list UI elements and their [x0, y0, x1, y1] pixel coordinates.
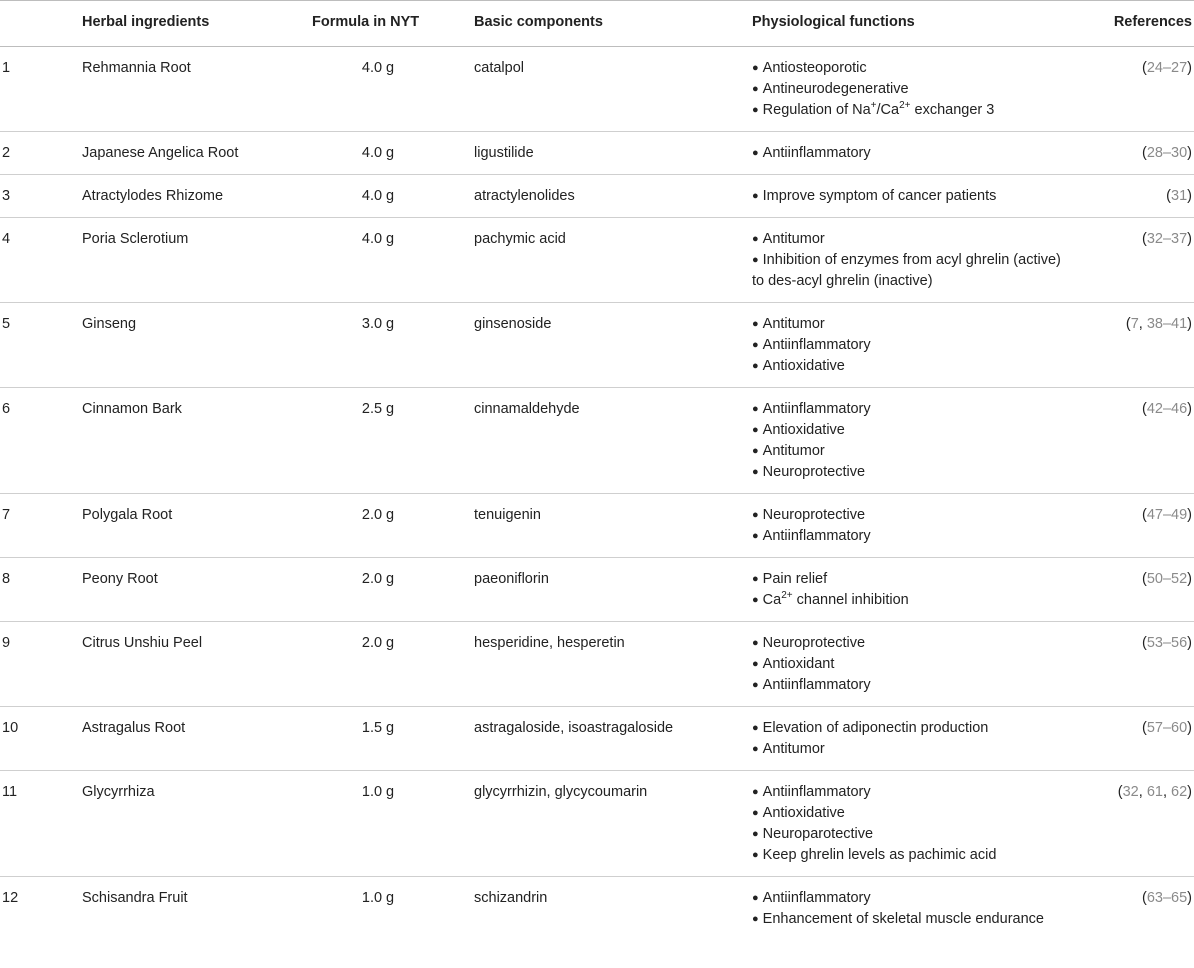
function-item [752, 718, 1074, 739]
reference-link[interactable]: 63–65 [1146, 890, 1188, 906]
open-paren: ( [1141, 635, 1147, 651]
table-row [0, 707, 1194, 771]
function-text: Antioxidative [762, 422, 845, 438]
open-paren: ( [1141, 401, 1147, 417]
formula-amount: 1.0 g [361, 890, 395, 906]
function-text: channel inhibition [792, 592, 909, 608]
ref-separator: , [1138, 316, 1147, 332]
function-text: Antiinflammatory [762, 677, 871, 693]
table-row [0, 558, 1194, 622]
bullet-icon: ● [752, 743, 759, 755]
bullet-icon: ● [752, 466, 759, 478]
basic-components: atractylenolides [470, 175, 748, 218]
physiological-functions [748, 175, 1078, 218]
reference-link[interactable]: 42–46 [1146, 401, 1188, 417]
bullet-icon: ● [752, 892, 759, 904]
references [1078, 622, 1194, 707]
bullet-icon: ● [752, 104, 759, 116]
bullet-icon: ● [752, 786, 759, 798]
function-list [752, 633, 1074, 696]
function-item [752, 58, 1074, 79]
function-item [752, 441, 1074, 462]
ref-separator: , [1138, 784, 1147, 800]
open-paren: ( [1141, 145, 1147, 161]
open-paren: ( [1125, 316, 1131, 332]
function-text: /Ca [876, 102, 900, 118]
header-basic-components: Basic components [470, 1, 748, 47]
function-list [752, 229, 1074, 292]
row-number: 3 [0, 175, 78, 218]
header-references: References [1078, 1, 1194, 47]
basic-components: glycyrrhizin, glycycoumarin [470, 771, 748, 877]
function-list [752, 569, 1074, 611]
basic-components: ligustilide [470, 132, 748, 175]
basic-components: catalpol [470, 47, 748, 132]
row-number: 12 [2, 890, 19, 906]
basic-components: pachymic acid [470, 218, 748, 303]
bullet-icon: ● [752, 424, 759, 436]
function-item [752, 314, 1074, 335]
formula-amount: 4.0 g [286, 218, 470, 303]
table-row [0, 771, 1194, 877]
formula-amount: 3.0 g [286, 303, 470, 388]
herbal-ingredient-name: Poria Sclerotium [78, 218, 286, 303]
function-text: Antiinflammatory [762, 890, 871, 906]
function-text: Antioxidative [762, 805, 845, 821]
herbal-ingredient-name: Ginseng [78, 303, 286, 388]
function-text: Keep ghrelin levels as pachimic acid [762, 847, 997, 863]
function-item [752, 505, 1074, 526]
function-text: Antiinflammatory [762, 528, 871, 544]
bullet-icon: ● [752, 849, 759, 861]
formula-amount: 2.0 g [286, 622, 470, 707]
table-row [0, 218, 1194, 303]
function-text: Antitumor [762, 741, 825, 757]
close-paren: ) [1187, 401, 1192, 417]
herbal-ingredient-name: Atractylodes Rhizome [78, 175, 286, 218]
function-item [752, 79, 1074, 100]
function-superscript: + [870, 100, 877, 111]
physiological-functions [748, 558, 1078, 622]
function-item [752, 824, 1074, 845]
row-number: 6 [0, 388, 78, 494]
physiological-functions [748, 47, 1078, 132]
table-row [0, 877, 1194, 931]
table-row [0, 175, 1194, 218]
close-paren: ) [1187, 720, 1192, 736]
references [1078, 771, 1194, 877]
row-number: 7 [0, 494, 78, 558]
function-text: Neuroprotective [762, 507, 866, 523]
herbal-ingredient-name: Astragalus Root [78, 707, 286, 771]
formula-amount: 2.0 g [286, 494, 470, 558]
reference-link[interactable]: 53–56 [1146, 635, 1188, 651]
formula-amount: 4.0 g [286, 47, 470, 132]
bullet-icon: ● [752, 445, 759, 457]
bullet-icon: ● [752, 147, 759, 159]
physiological-functions [748, 877, 1078, 931]
row-number: 5 [0, 303, 78, 388]
row-number: 11 [0, 771, 78, 877]
function-text: Enhancement of skeletal muscle endurance [762, 911, 1044, 927]
herbal-ingredient-name: Polygala Root [78, 494, 286, 558]
row-number: 8 [0, 558, 78, 622]
bullet-icon: ● [752, 318, 759, 330]
bullet-icon: ● [752, 190, 759, 202]
function-item [752, 143, 1074, 164]
close-paren: ) [1187, 890, 1192, 906]
open-paren: ( [1141, 507, 1147, 523]
formula-amount: 4.0 g [286, 132, 470, 175]
basic-components: astragaloside, isoastragaloside [470, 707, 748, 771]
physiological-functions [748, 388, 1078, 494]
row-number: 1 [0, 47, 78, 132]
physiological-functions [748, 303, 1078, 388]
table-row [0, 494, 1194, 558]
bullet-icon: ● [752, 722, 759, 734]
herbal-ingredient-name: Cinnamon Bark [78, 388, 286, 494]
function-list [752, 186, 1074, 207]
physiological-functions [748, 771, 1078, 877]
function-text: Antineurodegenerative [762, 81, 909, 97]
basic-components: ginsenoside [470, 303, 748, 388]
references [1078, 388, 1194, 494]
table-row [0, 132, 1194, 175]
table-row [0, 303, 1194, 388]
function-text: Antiosteoporotic [762, 60, 867, 76]
function-item [752, 229, 1074, 250]
reference-link[interactable]: 24–27 [1146, 60, 1188, 76]
open-paren: ( [1166, 188, 1172, 204]
row-number: 4 [0, 218, 78, 303]
references [1078, 494, 1194, 558]
references [1078, 877, 1194, 931]
bullet-icon: ● [752, 254, 759, 266]
header-formula: Formula in NYT [286, 1, 470, 47]
bullet-icon: ● [752, 233, 759, 245]
row-number: 10 [0, 707, 78, 771]
function-text: Antiinflammatory [762, 784, 871, 800]
function-item [752, 100, 1074, 121]
reference-link[interactable]: 32–37 [1146, 231, 1188, 247]
header-physiological-functions: Physiological functions [748, 1, 1078, 47]
bullet-icon: ● [752, 509, 759, 521]
bullet-icon: ● [752, 62, 759, 74]
close-paren: ) [1187, 784, 1192, 800]
function-item [752, 526, 1074, 547]
function-item [752, 420, 1074, 441]
open-paren: ( [1141, 890, 1147, 906]
function-item [752, 462, 1074, 483]
open-paren: ( [1141, 60, 1147, 76]
formula-amount: 4.0 g [286, 175, 470, 218]
bullet-icon: ● [752, 807, 759, 819]
close-paren: ) [1187, 571, 1192, 587]
basic-components: schizandrin [474, 890, 548, 906]
function-item [752, 356, 1074, 377]
close-paren: ) [1187, 60, 1192, 76]
close-paren: ) [1187, 635, 1192, 651]
function-list [752, 143, 1074, 164]
bullet-icon: ● [752, 360, 759, 372]
function-list [752, 888, 1074, 930]
function-item [752, 739, 1074, 760]
herbal-ingredient-name: Peony Root [78, 558, 286, 622]
function-list [752, 399, 1074, 483]
function-text: Antioxidant [762, 656, 835, 672]
function-text: Antiinflammatory [762, 401, 871, 417]
physiological-functions [748, 218, 1078, 303]
references [1078, 707, 1194, 771]
herbal-ingredient-name: Rehmannia Root [78, 47, 286, 132]
basic-components: hesperidine, hesperetin [470, 622, 748, 707]
open-paren: ( [1141, 231, 1147, 247]
function-item [752, 888, 1074, 909]
header-herbal-ingredients: Herbal ingredients [78, 1, 286, 47]
bullet-icon: ● [752, 658, 759, 670]
references [1078, 303, 1194, 388]
bullet-icon: ● [752, 679, 759, 691]
close-paren: ) [1187, 145, 1192, 161]
function-text: Improve symptom of cancer patients [762, 188, 997, 204]
function-item [752, 633, 1074, 654]
basic-components: paeoniflorin [470, 558, 748, 622]
function-text: Neuroparotective [762, 826, 874, 842]
herbal-ingredient-name: Schisandra Fruit [82, 890, 188, 906]
bullet-icon: ● [752, 637, 759, 649]
reference-link[interactable]: 28–30 [1146, 145, 1188, 161]
bullet-icon: ● [752, 339, 759, 351]
reference-link[interactable]: 57–60 [1146, 720, 1188, 736]
herbal-ingredient-name: Citrus Unshiu Peel [78, 622, 286, 707]
bullet-icon: ● [752, 83, 759, 95]
reference-link[interactable]: 7 [1130, 316, 1139, 332]
bullet-icon: ● [752, 530, 759, 542]
reference-link[interactable]: 62 [1171, 784, 1188, 800]
function-superscript: 2+ [781, 590, 793, 601]
references [1078, 218, 1194, 303]
reference-link[interactable]: 50–52 [1146, 571, 1188, 587]
function-item [752, 782, 1074, 803]
function-item [752, 845, 1074, 866]
physiological-functions [748, 132, 1078, 175]
function-item [752, 250, 1074, 292]
function-item [752, 399, 1074, 420]
open-paren: ( [1117, 784, 1123, 800]
function-item [752, 675, 1074, 696]
function-text: Inhibition of enzymes from acyl ghrelin (active) to des-acyl ghrelin (inactive) [752, 252, 1061, 289]
function-item [752, 590, 1074, 611]
table-row [0, 622, 1194, 707]
reference-link[interactable]: 38–41 [1146, 316, 1188, 332]
function-text: Elevation of adiponectin production [762, 720, 989, 736]
bullet-icon: ● [752, 594, 759, 606]
reference-link[interactable]: 32 [1122, 784, 1139, 800]
header-number [0, 1, 78, 47]
bullet-icon: ● [752, 913, 759, 925]
function-text: Antitumor [762, 231, 825, 247]
formula-amount: 1.5 g [286, 707, 470, 771]
function-item [752, 569, 1074, 590]
bullet-icon: ● [752, 573, 759, 585]
function-item [752, 335, 1074, 356]
function-text: Regulation of Na [762, 102, 871, 118]
herbal-ingredient-name: Glycyrrhiza [78, 771, 286, 877]
formula-amount: 2.5 g [286, 388, 470, 494]
formula-amount: 1.0 g [286, 771, 470, 877]
function-text: Antiinflammatory [762, 145, 871, 161]
function-text: Ca [762, 592, 782, 608]
row-number: 2 [0, 132, 78, 175]
function-item [752, 654, 1074, 675]
table-row [0, 388, 1194, 494]
row-number: 9 [0, 622, 78, 707]
references [1078, 558, 1194, 622]
function-text: Pain relief [762, 571, 828, 587]
reference-link[interactable]: 47–49 [1146, 507, 1188, 523]
function-superscript: 2+ [899, 100, 911, 111]
header-row [0, 1, 1194, 47]
table-row [0, 47, 1194, 132]
function-item [752, 803, 1074, 824]
function-text: Antioxidative [762, 358, 845, 374]
close-paren: ) [1187, 188, 1192, 204]
references [1078, 47, 1194, 132]
physiological-functions [748, 707, 1078, 771]
reference-link[interactable]: 61 [1146, 784, 1163, 800]
close-paren: ) [1187, 507, 1192, 523]
function-list [752, 505, 1074, 547]
references [1078, 175, 1194, 218]
function-list [752, 58, 1074, 121]
function-text: Neuroprotective [762, 464, 866, 480]
basic-components: cinnamaldehyde [470, 388, 748, 494]
function-list [752, 314, 1074, 377]
function-text: exchanger 3 [910, 102, 995, 118]
open-paren: ( [1141, 571, 1147, 587]
close-paren: ) [1187, 316, 1192, 332]
function-list [752, 782, 1074, 866]
function-list [752, 718, 1074, 760]
bullet-icon: ● [752, 828, 759, 840]
function-text: Neuroprotective [762, 635, 866, 651]
formula-amount: 2.0 g [286, 558, 470, 622]
table-body [0, 47, 1194, 931]
close-paren: ) [1187, 231, 1192, 247]
function-text: Antitumor [762, 443, 825, 459]
herbal-ingredient-name: Japanese Angelica Root [78, 132, 286, 175]
references [1078, 132, 1194, 175]
ref-separator: , [1162, 784, 1172, 800]
function-text: Antiinflammatory [762, 337, 871, 353]
physiological-functions [748, 494, 1078, 558]
bullet-icon: ● [752, 403, 759, 415]
reference-link[interactable]: 31 [1171, 188, 1188, 204]
function-text: Antitumor [762, 316, 825, 332]
open-paren: ( [1141, 720, 1147, 736]
table-header [0, 1, 1194, 47]
function-item [752, 909, 1074, 930]
function-item [752, 186, 1074, 207]
physiological-functions [748, 622, 1078, 707]
basic-components: tenuigenin [470, 494, 748, 558]
